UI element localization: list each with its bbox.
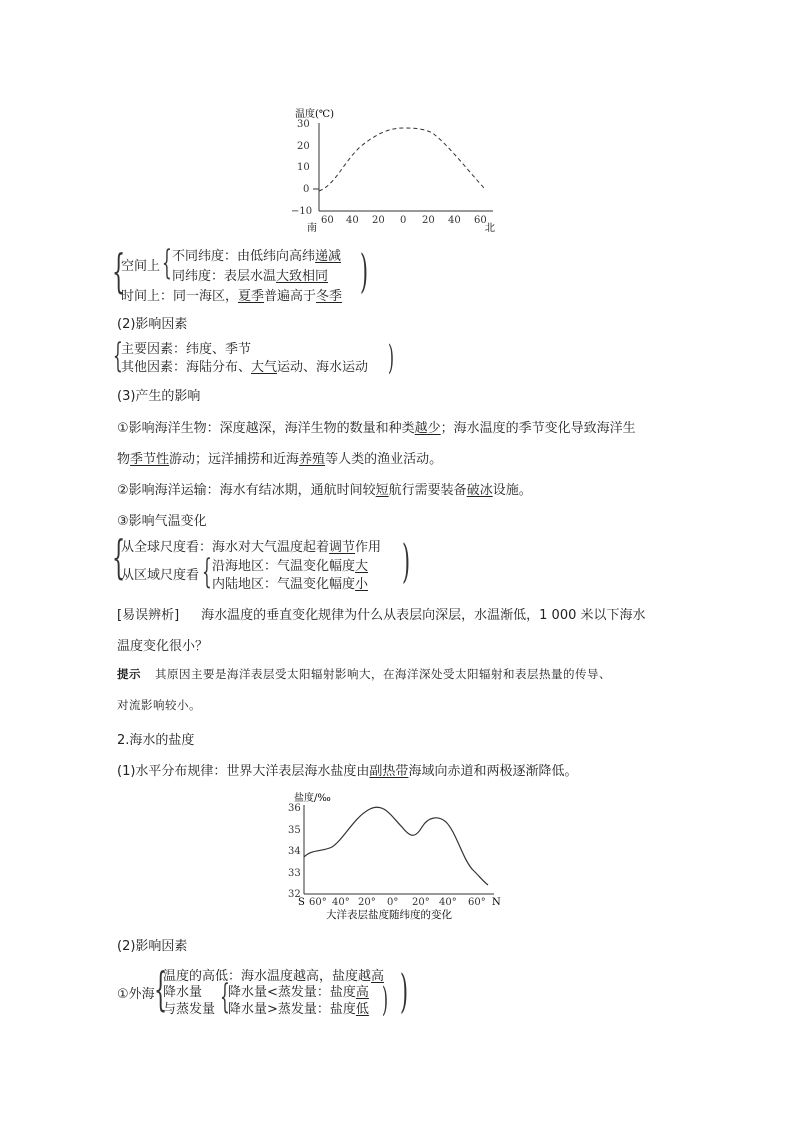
effect1-answer-seasonal: 季节性: [130, 452, 170, 467]
region-brace: {: [202, 552, 212, 592]
x-tick: 60: [474, 215, 487, 226]
salinity-curve: [304, 807, 488, 885]
misconception-tag: [易误辨析]: [117, 608, 180, 623]
salinity-latitude-chart: [282, 787, 512, 922]
precip-gt-text: 降水量>蒸发量：盐度: [228, 1002, 356, 1017]
global-scale: [121, 536, 381, 555]
south-label: 南: [307, 223, 317, 233]
space-brace: {: [162, 243, 172, 283]
diff-latitude-answer: 递减: [315, 249, 342, 264]
x-ticks: [321, 215, 487, 226]
y-tick-neg10: −10: [291, 206, 313, 217]
misconception-line2: 温度变化很小？: [117, 639, 209, 654]
precip-brace-right: ): [382, 980, 388, 1020]
x-tick: 0°: [387, 897, 399, 908]
precip-brace: {: [220, 977, 230, 1017]
x-tick: 40°: [332, 897, 350, 908]
effect1-text-d: 游动；远洋捕捞和近海: [169, 452, 300, 467]
x-tick: 60: [321, 215, 334, 226]
chart2-caption: 大洋表层盐度随纬度的变化: [326, 909, 452, 921]
salinity-rule-text: (1)水平分布规律：世界大洋表层海水盐度由: [117, 764, 370, 779]
time-answer-winter: 冬季: [316, 289, 343, 304]
chart2-ylabel: 盐度/‰: [294, 793, 331, 804]
precip-label1: 降水量: [163, 985, 203, 1000]
temperature-curve: [319, 128, 485, 191]
time-text-mid: 普遍高于: [264, 289, 317, 304]
other-factor: [121, 356, 368, 375]
time-text: 时间上：同一海区，: [121, 289, 239, 304]
effect2-text: ②影响海洋运输：海水有结冰期，通航时间较: [117, 483, 376, 498]
time-line: [121, 285, 342, 304]
effects-heading: (3)产生的影响: [117, 389, 201, 404]
x-tick: 20°: [412, 897, 430, 908]
effect1-answer-fewer: 越少: [414, 421, 441, 436]
coastal-line: [212, 555, 368, 574]
effect-shipping: [117, 479, 532, 498]
diff-latitude-line: [172, 245, 341, 264]
coastal-text: 沿海地区：气温变化幅度: [212, 559, 356, 574]
temp-brace-right: ): [360, 244, 369, 298]
effect1-answer-farming: 养殖: [299, 452, 326, 467]
salinity-heading: 2.海水的盐度: [117, 733, 195, 748]
effect2-answer-icebreak: 破冰: [466, 483, 493, 498]
effect-marine-life-line2: [117, 448, 442, 467]
effect1-text-c: 物: [117, 452, 131, 467]
precip-gt-answer: 低: [355, 1002, 369, 1017]
chart-ylabel: 温度(℃): [295, 109, 334, 120]
same-latitude-answer: 大致相同: [276, 269, 329, 284]
effect-climate-heading: ③影响气温变化: [117, 514, 207, 529]
space-label: 空间上: [121, 259, 161, 274]
same-latitude-line: [172, 265, 328, 284]
y-tick-0: 0: [303, 184, 310, 195]
y-tick-20: 20: [297, 141, 310, 152]
effect2-text-post: 设施。: [492, 483, 532, 498]
factors-brace-right: ): [388, 338, 394, 378]
x-tick: 20°: [358, 897, 376, 908]
temp-brace-left: {: [112, 244, 126, 298]
outer-brace-left: {: [154, 962, 168, 1016]
salinity-rule-answer: 副热带: [369, 764, 409, 779]
misconception-question: 海水温度的垂直变化规律为什么从表层向深层，水温渐低，1 000 米以下海水: [201, 608, 646, 623]
other-factor-text: 其他因素：海陆分布、: [121, 360, 252, 375]
effect2-answer-short: 短: [375, 483, 389, 498]
x-ticks: [309, 897, 486, 908]
x-tick: 20: [422, 215, 435, 226]
salinity-rule: [117, 760, 577, 779]
other-factor-post: 运动、海水运动: [277, 360, 369, 375]
outer-brace-right: ): [400, 964, 409, 1018]
hint-text: 其原因主要是海洋表层受太阳辐射影响大，在海洋深处受太阳辐射和表层热量的传导、: [155, 667, 611, 681]
temp-factor-answer: 高: [371, 969, 385, 984]
inland-text: 内陆地区：气温变化幅度: [212, 577, 356, 592]
salinity-rule-post: 海域向赤道和两极逐渐降低。: [408, 764, 578, 779]
effect2-text-mid: 航行需要装备: [388, 483, 467, 498]
y-tick-33: 33: [288, 868, 301, 879]
other-factor-answer: 大气: [251, 360, 278, 375]
y-tick-36: 36: [288, 803, 301, 814]
x-tick: 40: [448, 215, 461, 226]
y-tick-34: 34: [288, 846, 301, 857]
hint-line2: 对流影响较小。: [117, 698, 201, 712]
climate-brace-left: {: [112, 530, 126, 584]
time-answer-summer: 夏季: [238, 289, 265, 304]
temperature-latitude-chart: [285, 103, 505, 233]
north-label: 北: [485, 223, 495, 233]
hint-line1: [117, 666, 611, 682]
climate-brace-right: ): [402, 534, 411, 588]
y-ticks: [288, 803, 301, 900]
effect1-text-e: 等人类的渔业活动。: [325, 452, 443, 467]
global-scale-answer: 调节: [329, 540, 356, 555]
south-label: S: [298, 897, 305, 908]
y-tick-10: 10: [297, 162, 310, 173]
global-scale-post: 作用: [355, 540, 382, 555]
y-ticks: [291, 119, 312, 217]
precip-lt-answer: 高: [355, 985, 369, 1000]
effect-marine-life-line1: [117, 417, 636, 436]
factors-brace-left: {: [113, 336, 123, 376]
outer-sea-label: ①外海: [117, 987, 155, 1002]
effect1-text: ①影响海洋生物：深度越深，海洋生物的数量和种类: [117, 421, 415, 436]
inland-line: [212, 573, 368, 592]
coastal-answer: 大: [355, 559, 369, 574]
y-tick-32: 32: [288, 889, 301, 900]
x-tick: 40°: [439, 897, 457, 908]
precip-gt-line: [228, 998, 369, 1017]
y-tick-30: 30: [297, 119, 310, 130]
effect1-text-b: ；海水温度的季节变化导致海洋生: [440, 421, 636, 436]
main-factor: 主要因素：纬度、季节: [121, 342, 252, 357]
x-tick: 20: [372, 215, 385, 226]
global-scale-text: 从全球尺度看：海水对大气温度起着: [121, 540, 330, 555]
x-tick: 60°: [309, 897, 327, 908]
north-label: N: [492, 897, 501, 908]
inland-answer: 小: [355, 577, 369, 592]
y-tick-35: 35: [288, 825, 301, 836]
x-tick: 60°: [468, 897, 486, 908]
hint-label: 提示: [117, 667, 141, 681]
precip-lt-text: 降水量<蒸发量：盐度: [228, 985, 356, 1000]
diff-latitude-text: 不同纬度：由低纬向高纬: [172, 249, 316, 264]
x-tick: 0: [400, 215, 407, 226]
precip-label2: 与蒸发量: [163, 1002, 216, 1017]
x-tick: 40: [346, 215, 359, 226]
region-scale-label: 从区域尺度看: [121, 568, 200, 583]
factors-heading: (2)影响因素: [117, 317, 188, 332]
factors2-heading: (2)影响因素: [117, 939, 188, 954]
same-latitude-text: 同纬度：表层水温: [172, 269, 277, 284]
misconception-line1: [117, 604, 646, 623]
temp-factor-text: 温度的高低：海水温度越高，盐度越: [163, 969, 372, 984]
